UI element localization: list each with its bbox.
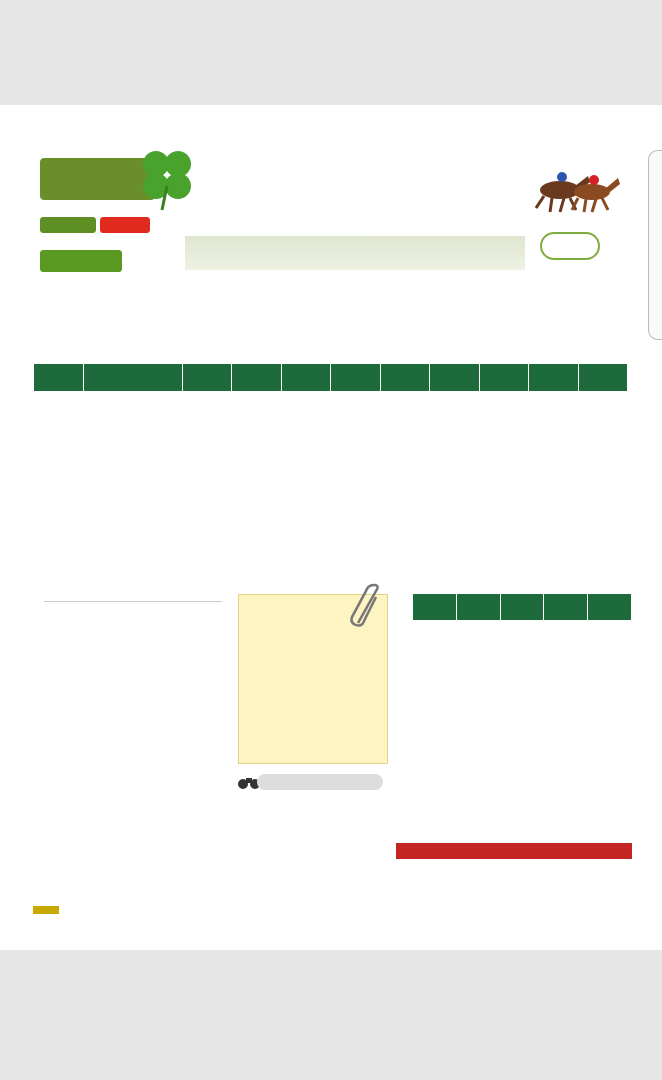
points-col-4 [544, 594, 588, 621]
col-jockeys [182, 364, 232, 392]
genybet-logo [40, 250, 122, 272]
phone-edge [648, 150, 662, 340]
reperes-title [257, 774, 383, 790]
classement-band [396, 843, 632, 859]
points-col-3 [500, 594, 544, 621]
col-n [34, 364, 84, 392]
top5-badge [100, 217, 150, 233]
col-cordes [281, 364, 331, 392]
racing-horses-icon [530, 160, 625, 220]
points-corner [397, 594, 413, 621]
col-proprietaires [331, 364, 381, 392]
col-gains [430, 364, 480, 392]
col-n2 [578, 364, 628, 392]
col-musiques [479, 364, 529, 392]
points-col-1 [413, 594, 457, 621]
runners-table [33, 363, 628, 392]
clover-icon [134, 146, 200, 212]
pyramide-rule [44, 601, 222, 602]
points-col-2 [456, 594, 500, 621]
header-band [185, 236, 525, 270]
col-origines [380, 364, 430, 392]
points-table [396, 593, 632, 621]
points-col-total [588, 594, 632, 621]
track-diagram [540, 232, 600, 260]
quinte-badge [40, 217, 96, 233]
paperclip-icon [346, 583, 386, 631]
footer-logo [33, 906, 59, 914]
col-poids [232, 364, 282, 392]
specialiste-chart [30, 748, 230, 878]
col-cote [529, 364, 579, 392]
col-chevaux [83, 364, 182, 392]
